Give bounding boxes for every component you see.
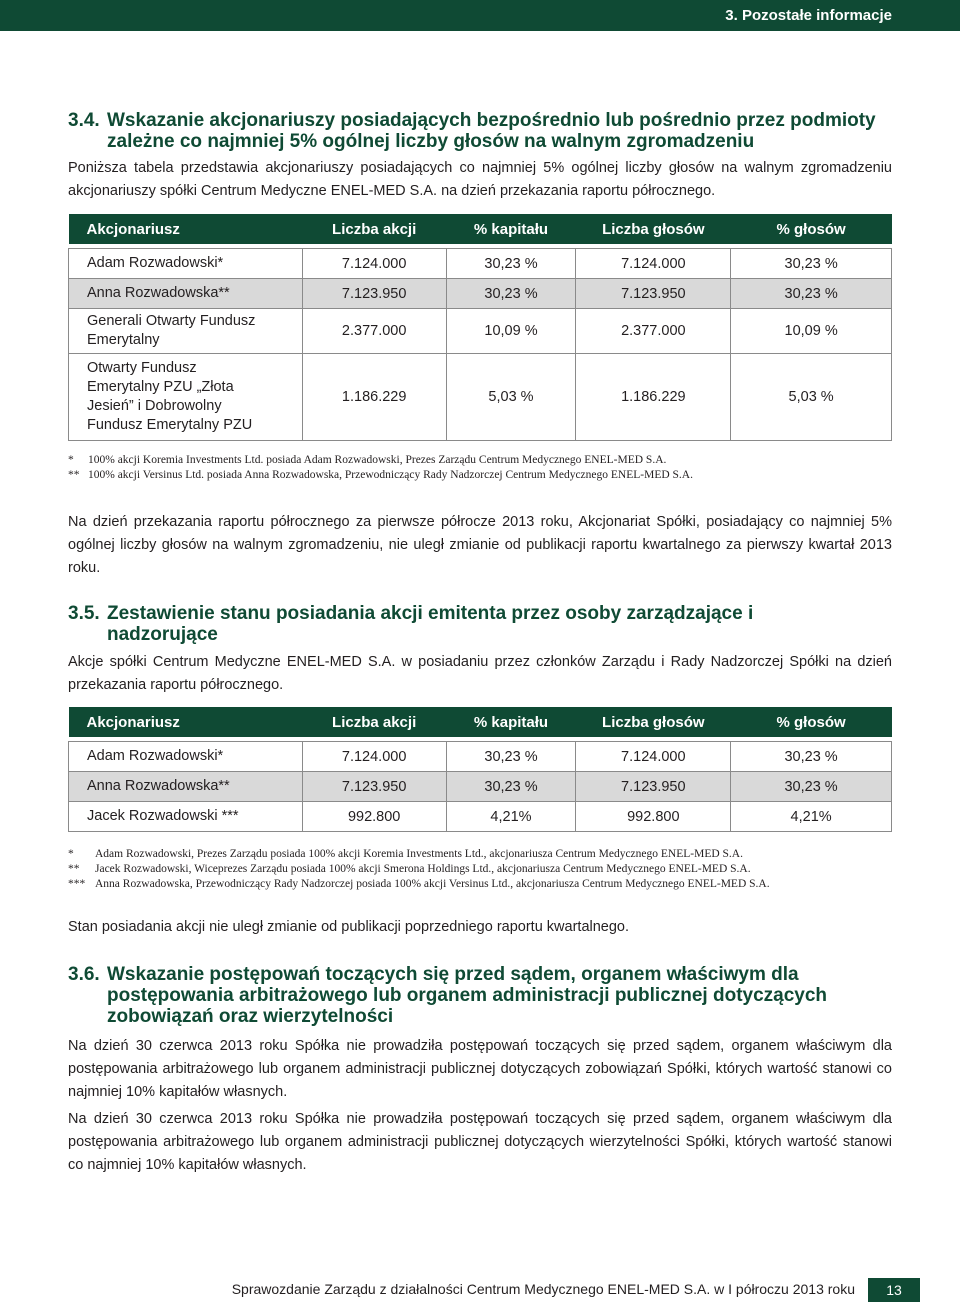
column-header: Liczba głosów (576, 707, 731, 737)
cell: 2.377.000 (576, 309, 731, 354)
cell: Adam Rozwadowski* (69, 249, 303, 279)
table-footnotes (68, 847, 892, 892)
cell: Otwarty Fundusz Emerytalny PZU „Złota Jesień” i Dobrowolny Fundusz Emerytalny PZU (69, 354, 303, 441)
cell: 7.124.000 (302, 249, 446, 279)
section-3-6-paragraph-2: Na dzień 30 czerwca 2013 roku Spółka nie prowadziła postępowań toczących się przed sądem, organem właściwym dla postępowania arbitrażowego lub organem administracji publicznej dotyczących wierzytelności Spółki, których wartość stanowi co najmniej 10% kapitałów własnych. (68, 1111, 892, 1173)
cell: 30,23 % (731, 249, 892, 279)
cell: 1.186.229 (302, 354, 446, 441)
table-row (69, 354, 892, 441)
section-number: 3.6. (68, 964, 100, 985)
footnote-mark: * (68, 848, 74, 860)
footnote (68, 847, 892, 862)
page-footer (0, 1278, 960, 1302)
footer-text: Sprawozdanie Zarządu z działalności Centrum Medycznego ENEL-MED S.A. w I półroczu 2013 roku (231, 1281, 855, 1297)
section-3-5-conclusion: Stan posiadania akcji nie uległ zmianie od publikacji poprzedniego raportu kwartalnego. (68, 919, 630, 935)
cell: 992.800 (576, 802, 731, 832)
cell: 5,03 % (731, 354, 892, 441)
cell: 4,21% (731, 802, 892, 832)
table-row (69, 309, 892, 354)
column-header: % głosów (731, 214, 892, 244)
section-3-6-paragraph-1: Na dzień 30 czerwca 2013 roku Spółka nie prowadziła postępowań toczących się przed sądem, organem właściwym dla postępowania arbitrażowego lub organem administracji publicznej dotyczących zobowiązań Spółki, których wartość stanowi co najmniej 10% kapitałów własnych. (68, 1038, 892, 1100)
cell: 992.800 (302, 802, 446, 832)
cell: 10,09 % (446, 309, 576, 354)
table-header-row (69, 214, 892, 244)
cell: 7.124.000 (576, 249, 731, 279)
cell: 7.124.000 (576, 742, 731, 772)
table-row (69, 742, 892, 772)
section-number: 3.4. (68, 110, 100, 131)
section-3-4-conclusion: Na dzień przekazania raportu półrocznego za pierwsze półrocze 2013 roku, Akcjonariat Spółki, posiadający co najmniej 5% ogólnej liczby głosów na walnym zgromadzeniu, nie uległ zmianie od publikacji raportu kwartalnego za pierwszy kwartał 2013 roku. (68, 514, 892, 576)
table-header-row (69, 707, 892, 737)
section-label: 3. Pozostałe informacje (725, 7, 892, 24)
cell: 10,09 % (731, 309, 892, 354)
cell: 2.377.000 (302, 309, 446, 354)
table-row (69, 772, 892, 802)
column-header: % kapitału (446, 214, 576, 244)
footnote-text: Anna Rozwadowska, Przewodniczący Rady Nadzorczej posiada 100% akcji Versinus Ltd., akcjonariusza Centrum Medycznego ENEL-MED S.A. (95, 878, 770, 890)
footnote (68, 453, 892, 468)
cell: 1.186.229 (576, 354, 731, 441)
footnote-mark: ** (68, 469, 80, 481)
cell: 7.123.950 (302, 279, 446, 309)
column-header: Akcjonariusz (69, 214, 303, 244)
footnote (68, 468, 892, 483)
column-header: % kapitału (446, 707, 576, 737)
cell: 30,23 % (731, 742, 892, 772)
cell: 30,23 % (446, 742, 576, 772)
cell: 30,23 % (446, 279, 576, 309)
page-number: 13 (868, 1278, 920, 1302)
section-3-4-intro: Poniższa tabela przedstawia akcjonariuszy posiadających co najmniej 5% ogólnej liczby głosów na walnym zgromadzeniu akcjonariuszy spółki Centrum Medyczne ENEL-MED S.A. na dzień przekazania raportu półrocznego. (68, 160, 892, 199)
cell: 7.124.000 (302, 742, 446, 772)
footnote-text: Jacek Rozwadowski, Wiceprezes Zarządu posiada 100% akcji Smerona Holdings Ltd., akcjonariusza Centrum Medycznego ENEL-MED S.A. (95, 863, 751, 875)
column-header: % głosów (731, 707, 892, 737)
footnote (68, 877, 892, 892)
section-3-4-heading (68, 110, 892, 152)
footnote-text: Adam Rozwadowski, Prezes Zarządu posiada 100% akcji Koremia Investments Ltd., akcjonariusza Centrum Medycznego ENEL-MED S.A. (95, 848, 743, 860)
management-shares-table (68, 707, 892, 832)
cell: 30,23 % (731, 279, 892, 309)
column-header: Liczba głosów (576, 214, 731, 244)
table-row (69, 802, 892, 832)
column-header: Akcjonariusz (69, 707, 303, 737)
cell: Anna Rozwadowska** (69, 772, 303, 802)
section-3-6-heading (68, 964, 892, 1027)
cell: Jacek Rozwadowski *** (69, 802, 303, 832)
cell: 30,23 % (731, 772, 892, 802)
cell: 4,21% (446, 802, 576, 832)
footnote-mark: * (68, 454, 74, 466)
cell: 5,03 % (446, 354, 576, 441)
footnote-text: 100% akcji Versinus Ltd. posiada Anna Rozwadowska, Przewodniczący Rady Nadzorczej Centrum Medycznego ENEL-MED S.A. (88, 469, 693, 481)
section-header-bar (0, 0, 960, 31)
cell: Anna Rozwadowska** (69, 279, 303, 309)
cell: 30,23 % (446, 772, 576, 802)
section-title: Wskazanie postępowań toczących się przed sądem, organem właściwym dla postępowania arbitrażowego lub organem administracji publicznej dotyczących zobowiązań oraz wierzytelności (107, 964, 828, 1027)
column-header: Liczba akcji (302, 707, 446, 737)
cell: Adam Rozwadowski* (69, 742, 303, 772)
cell: Generali Otwarty Fundusz Emerytalny (69, 309, 303, 354)
section-title: Zestawienie stanu posiadania akcji emitenta przez osoby zarządzające i nadzorujące (107, 603, 754, 645)
cell: 7.123.950 (576, 279, 731, 309)
section-3-5-intro: Akcje spółki Centrum Medyczne ENEL-MED S.A. w posiadaniu przez członków Zarządu i Rady Nadzorczej Spółki na dzień przekazania raportu półrocznego. (68, 654, 892, 693)
shareholders-table (68, 214, 892, 441)
cell: 7.123.950 (576, 772, 731, 802)
section-number: 3.5. (68, 603, 100, 624)
column-header: Liczba akcji (302, 214, 446, 244)
footnote-mark: *** (68, 878, 86, 890)
footnote (68, 862, 892, 877)
table-footnotes (68, 453, 892, 483)
table-row (69, 279, 892, 309)
section-3-5-heading (68, 603, 892, 645)
footnote-mark: ** (68, 863, 80, 875)
cell: 7.123.950 (302, 772, 446, 802)
section-title: Wskazanie akcjonariuszy posiadających bezpośrednio lub pośrednio przez podmioty zależne co najmniej 5% ogólnej liczby głosów na walnym zgromadzeniu (107, 110, 876, 152)
page-content (68, 110, 892, 1177)
cell: 30,23 % (446, 249, 576, 279)
footnote-text: 100% akcji Koremia Investments Ltd. posiada Adam Rozwadowski, Prezes Zarządu Centrum Medycznego ENEL-MED S.A. (88, 454, 667, 466)
table-row (69, 249, 892, 279)
